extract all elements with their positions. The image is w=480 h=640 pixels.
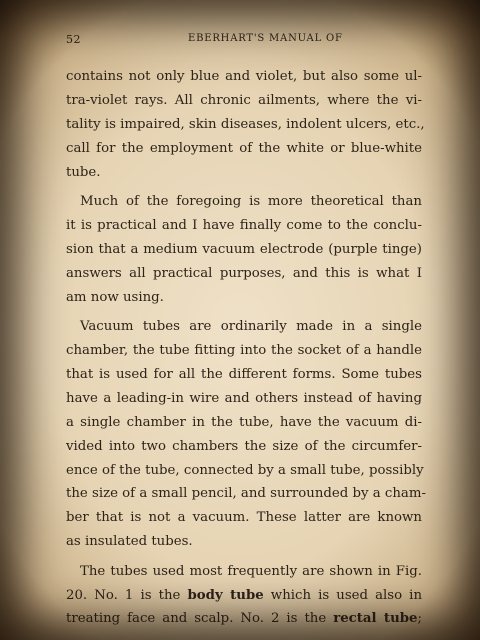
text-line: a single chamber in the tube, have the vacuum di- xyxy=(66,414,422,430)
text-line: contains not only blue and violet, but also some ul- xyxy=(66,69,422,84)
text-line: ence of the tube, connected by a small tube, possibly xyxy=(66,462,424,478)
paragraph-1 xyxy=(66,65,425,185)
text-line: answers all practical purposes, and this is what I xyxy=(66,265,422,281)
text-line: vided into two chambers the size of the circumfer- xyxy=(66,438,422,454)
text-line xyxy=(66,607,422,631)
text-line: call for the employment of the white or blue-white xyxy=(66,140,422,156)
text-run: treating face and scalp. No. 2 is the xyxy=(66,611,334,627)
text-line: am now using. xyxy=(66,289,164,305)
page-number: 52 xyxy=(66,33,81,46)
page-header xyxy=(66,33,422,51)
text-line: tality is impaired, skin diseases, indolent ulcers, etc., xyxy=(66,116,425,132)
text-line: The tubes used most frequently are shown in Fig. xyxy=(80,563,422,579)
running-head: EBERHART'S MANUAL OF xyxy=(188,33,343,44)
text-line: as insulated tubes. xyxy=(66,534,193,550)
text-line: sion that a medium vacuum electrode (purple tinge) xyxy=(66,241,422,257)
text-line: that is used for all the different forms. Some tubes xyxy=(66,366,422,382)
text-line xyxy=(66,584,422,608)
body-tube-term: body tube xyxy=(187,587,264,603)
text-line: chamber, the tube fitting into the socket of a handle xyxy=(66,342,422,358)
text-line: have a leading-in wire and others instead of having xyxy=(66,390,422,406)
rectal-tube-term: rectal tube xyxy=(333,611,418,627)
text-line: it is practical and I have finally come to the conclu- xyxy=(66,217,422,233)
text-line: Vacuum tubes are ordinarily made in a single xyxy=(80,319,422,335)
text-line: the size of a small pencil, and surrounded by a cham- xyxy=(66,486,426,502)
paragraph-3 xyxy=(66,315,426,554)
text-run: 20. No. 1 is the xyxy=(66,587,188,603)
paragraph-4 xyxy=(66,560,422,632)
text-line: tra-violet rays. All chronic ailments, where the vi- xyxy=(66,92,422,108)
text-run: ; xyxy=(417,611,422,627)
text-line: tube. xyxy=(66,164,101,180)
text-run: which is used also in xyxy=(263,587,423,603)
body-text xyxy=(66,65,426,637)
text-line: Much of the foregoing is more theoretical than xyxy=(80,194,422,210)
text-line: ber that is not a vacuum. These latter are known xyxy=(66,510,422,526)
paragraph-2 xyxy=(66,190,422,310)
